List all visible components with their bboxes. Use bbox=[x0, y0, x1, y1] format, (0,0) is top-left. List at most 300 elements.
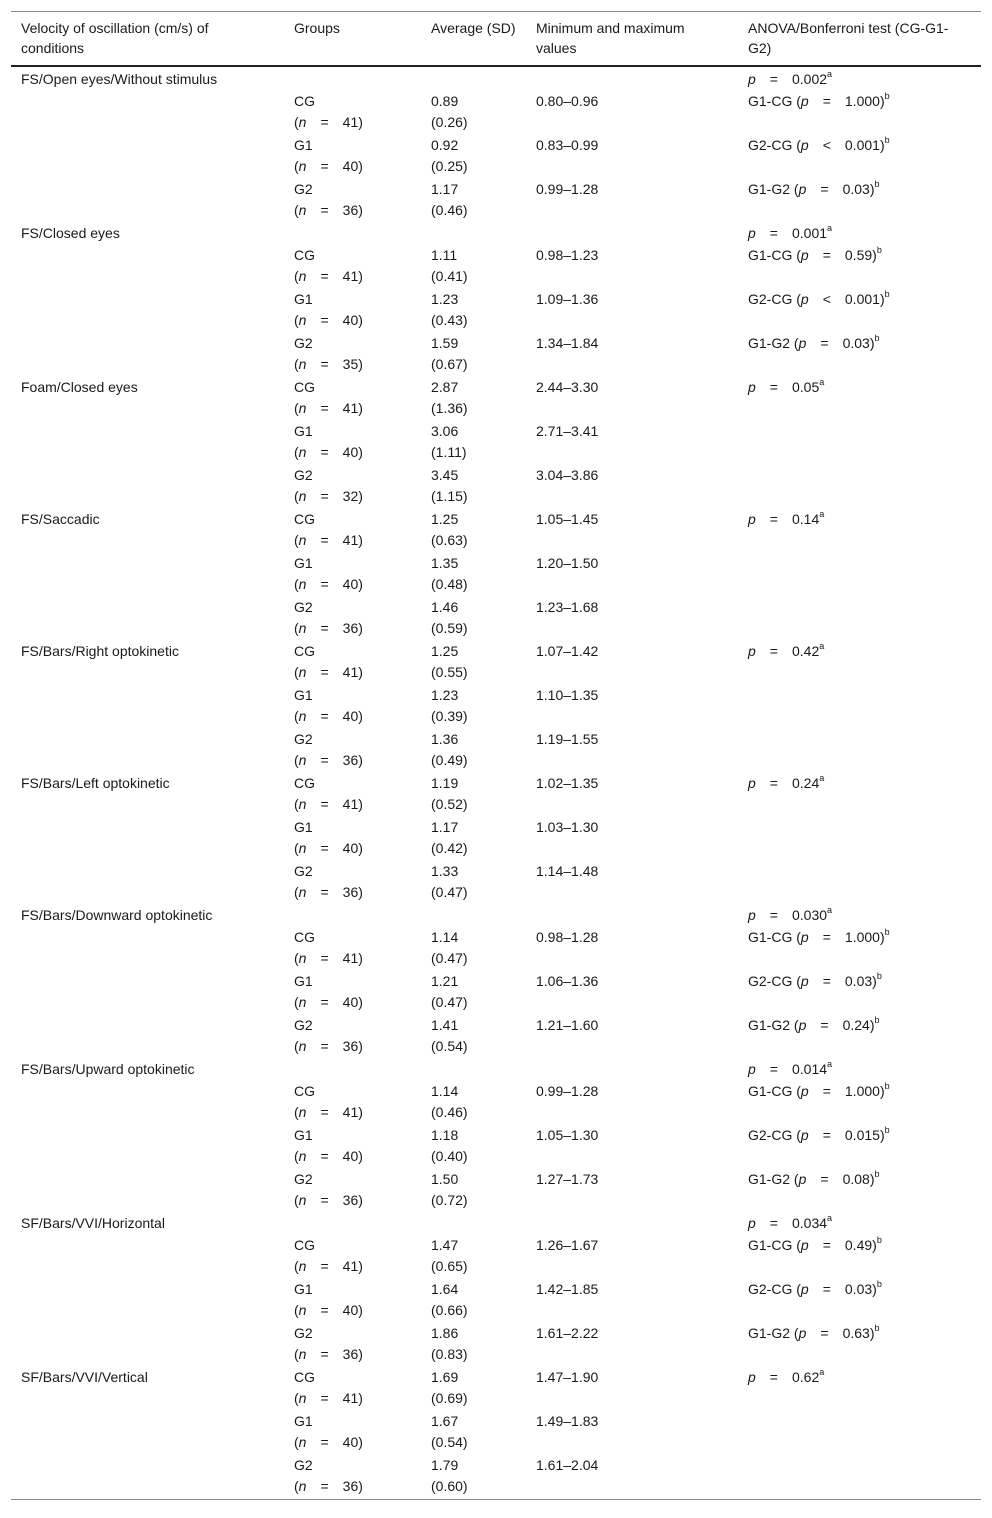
average-value: 1.35 bbox=[431, 555, 459, 571]
sd-value: (0.60) bbox=[431, 1478, 468, 1494]
table-row bbox=[11, 289, 981, 333]
average-value: 1.64 bbox=[431, 1281, 459, 1297]
group-n: (n = 40) bbox=[294, 1302, 363, 1318]
equals-sign: = bbox=[769, 907, 778, 923]
sd-value: (0.52) bbox=[431, 796, 468, 812]
range-cell: 1.23–1.68 bbox=[536, 599, 599, 615]
header-groups: Groups bbox=[294, 20, 340, 36]
anova-p-value: 0.002 bbox=[791, 71, 828, 87]
anova-cell bbox=[738, 1411, 981, 1455]
average-cell bbox=[421, 641, 526, 685]
bonferroni-operator: = bbox=[822, 93, 831, 109]
bonferroni-operator: = bbox=[820, 1171, 829, 1187]
group-name: CG bbox=[294, 247, 315, 263]
table-row bbox=[11, 773, 981, 817]
group-name: G1 bbox=[294, 973, 313, 989]
footnote-mark: b bbox=[876, 245, 882, 256]
bonferroni-operator: = bbox=[822, 1237, 831, 1253]
p-symbol: p bbox=[748, 511, 756, 527]
n-value: 36 bbox=[342, 1038, 359, 1054]
n-value: 40 bbox=[342, 994, 359, 1010]
group-n: (n = 40) bbox=[294, 840, 363, 856]
average-cell bbox=[421, 1367, 526, 1411]
bonferroni-pair: G2-CG bbox=[748, 1127, 793, 1143]
bonferroni-operator: < bbox=[822, 291, 831, 307]
group-n: (n = 41) bbox=[294, 664, 363, 680]
sd-value: (0.66) bbox=[431, 1302, 468, 1318]
group-cell bbox=[284, 421, 421, 465]
bonferroni-operator: = bbox=[820, 181, 829, 197]
bonferroni-p-value: 0.49 bbox=[844, 1237, 873, 1253]
bonferroni-cell: G1-CG (p = 0.59)$^b$ bbox=[738, 245, 981, 289]
group-n: (n = 40) bbox=[294, 158, 363, 174]
table-row bbox=[11, 1411, 981, 1455]
average-value: 1.33 bbox=[431, 863, 459, 879]
condition-row bbox=[11, 1059, 981, 1081]
group-name: G2 bbox=[294, 1457, 313, 1473]
bonferroni-cell: G1-G2 (p = 0.03)$^b$ bbox=[738, 179, 981, 223]
group-n: (n = 41) bbox=[294, 1104, 363, 1120]
anova-cell bbox=[738, 817, 981, 861]
group-n: (n = 35) bbox=[294, 356, 363, 372]
bonferroni-operator: = bbox=[820, 1325, 829, 1341]
range-cell: 0.99–1.28 bbox=[536, 1083, 599, 1099]
condition-label: FS/Bars/Upward optokinetic bbox=[21, 1061, 195, 1077]
group-cell bbox=[284, 1125, 421, 1169]
group-cell bbox=[284, 817, 421, 861]
group-cell bbox=[284, 135, 421, 179]
equals-sign: = bbox=[769, 643, 778, 659]
bonferroni-cell: G2-CG (p < 0.001)$^b$ bbox=[738, 135, 981, 179]
anova-p-value: 0.014 bbox=[791, 1061, 828, 1077]
group-name: G2 bbox=[294, 335, 313, 351]
anova-cell bbox=[738, 597, 981, 641]
range-cell: 1.49–1.83 bbox=[536, 1413, 599, 1429]
average-cell bbox=[421, 1125, 526, 1169]
sd-value: (0.63) bbox=[431, 532, 468, 548]
equals-sign: = bbox=[769, 379, 778, 395]
group-name: G1 bbox=[294, 1127, 313, 1143]
bonferroni-operator: < bbox=[822, 137, 831, 153]
anova-p-value: 0.24 bbox=[791, 775, 820, 791]
anova-p-value: 0.42 bbox=[791, 643, 820, 659]
header-anova: ANOVA/Bonferroni test (CG-G1-G2) bbox=[748, 20, 949, 56]
equals-sign: = bbox=[769, 71, 778, 87]
p-symbol: p bbox=[748, 643, 756, 659]
p-symbol: p bbox=[748, 1369, 756, 1385]
group-n: (n = 36) bbox=[294, 884, 363, 900]
bonferroni-operator: = bbox=[822, 247, 831, 263]
bonferroni-cell: G1-G2 (p = 0.08)$^b$ bbox=[738, 1169, 981, 1213]
range-cell: 0.98–1.28 bbox=[536, 929, 599, 945]
range-cell: 1.20–1.50 bbox=[536, 555, 599, 571]
n-value: 40 bbox=[342, 1302, 359, 1318]
group-n: (n = 40) bbox=[294, 444, 363, 460]
average-value: 1.86 bbox=[431, 1325, 459, 1341]
footnote-mark: b bbox=[876, 1235, 882, 1246]
average-cell bbox=[421, 289, 526, 333]
n-value: 35 bbox=[342, 356, 359, 372]
bonferroni-cell: G2-CG (p = 0.015)$^b$ bbox=[738, 1125, 981, 1169]
anova-cell bbox=[738, 729, 981, 773]
bonferroni-pair: G1-G2 bbox=[748, 1325, 791, 1341]
anova-cell bbox=[738, 905, 981, 927]
range-cell: 1.19–1.55 bbox=[536, 731, 599, 747]
n-value: 32 bbox=[342, 488, 359, 504]
bonferroni-p-value: 0.03 bbox=[844, 973, 873, 989]
range-cell: 1.61–2.04 bbox=[536, 1457, 599, 1473]
group-cell bbox=[284, 773, 421, 817]
average-value: 3.45 bbox=[431, 467, 459, 483]
average-value: 1.21 bbox=[431, 973, 459, 989]
bonferroni-cell: G1-CG (p = 1.000)$^b$ bbox=[738, 91, 981, 135]
sd-value: (0.54) bbox=[431, 1434, 468, 1450]
sd-value: (0.59) bbox=[431, 620, 468, 636]
n-value: 36 bbox=[342, 202, 359, 218]
n-value: 36 bbox=[342, 1192, 359, 1208]
average-cell bbox=[421, 1279, 526, 1323]
table-row bbox=[11, 377, 981, 421]
bonferroni-pair: G2-CG bbox=[748, 137, 793, 153]
group-cell bbox=[284, 179, 421, 223]
anova-cell bbox=[738, 553, 981, 597]
bonferroni-pair: G1-G2 bbox=[748, 181, 791, 197]
bonferroni-operator: = bbox=[822, 973, 831, 989]
footnote-mark: b bbox=[876, 1279, 882, 1290]
range-cell: 0.98–1.23 bbox=[536, 247, 599, 263]
group-n: (n = 40) bbox=[294, 1148, 363, 1164]
anova-p-value: 0.030 bbox=[791, 907, 828, 923]
group-n: (n = 41) bbox=[294, 114, 363, 130]
average-cell bbox=[421, 135, 526, 179]
range-cell: 1.34–1.84 bbox=[536, 335, 599, 351]
group-cell bbox=[284, 91, 421, 135]
average-value: 1.19 bbox=[431, 775, 459, 791]
bonferroni-pair: G2-CG bbox=[748, 973, 793, 989]
group-n: (n = 40) bbox=[294, 1434, 363, 1450]
n-value: 40 bbox=[342, 158, 359, 174]
condition-row bbox=[11, 905, 981, 927]
average-value: 1.36 bbox=[431, 731, 459, 747]
bonferroni-p-value: 0.03 bbox=[842, 181, 870, 197]
bonferroni-p-value: 0.63 bbox=[842, 1325, 870, 1341]
range-cell: 1.05–1.30 bbox=[536, 1127, 599, 1143]
sd-value: (1.11) bbox=[431, 444, 467, 460]
average-value: 1.46 bbox=[431, 599, 459, 615]
condition-label: FS/Closed eyes bbox=[21, 225, 120, 241]
group-cell bbox=[284, 1279, 421, 1323]
sd-value: (0.47) bbox=[431, 994, 468, 1010]
n-value: 41 bbox=[342, 664, 359, 680]
group-cell bbox=[284, 641, 421, 685]
group-name: CG bbox=[294, 1369, 315, 1385]
bonferroni-pair: G1-CG bbox=[748, 929, 793, 945]
n-value: 40 bbox=[342, 312, 359, 328]
n-value: 36 bbox=[342, 620, 359, 636]
group-cell bbox=[284, 333, 421, 377]
n-value: 36 bbox=[342, 1346, 359, 1362]
footnote-mark: b bbox=[874, 1323, 880, 1334]
bonferroni-cell: G2-CG (p = 0.03)$^b$ bbox=[738, 1279, 981, 1323]
group-cell bbox=[284, 1169, 421, 1213]
bonferroni-p-value: 0.03 bbox=[844, 1281, 873, 1297]
group-name: G1 bbox=[294, 555, 313, 571]
p-symbol: p bbox=[748, 1215, 756, 1231]
sd-value: (1.15) bbox=[431, 488, 468, 504]
group-name: G1 bbox=[294, 137, 313, 153]
p-symbol: p bbox=[748, 775, 756, 791]
group-name: CG bbox=[294, 643, 315, 659]
group-name: G2 bbox=[294, 467, 313, 483]
bonferroni-p-value: 1.000 bbox=[844, 93, 880, 109]
footnote-mark: b bbox=[884, 289, 890, 300]
p-symbol: p bbox=[748, 379, 756, 395]
table-row bbox=[11, 91, 981, 135]
n-value: 41 bbox=[342, 268, 359, 284]
average-cell bbox=[421, 465, 526, 509]
bonferroni-operator: = bbox=[822, 1083, 831, 1099]
n-value: 41 bbox=[342, 114, 359, 130]
average-value: 1.11 bbox=[431, 247, 458, 263]
group-cell bbox=[284, 729, 421, 773]
sd-value: (0.40) bbox=[431, 1148, 468, 1164]
bonferroni-pair: G1-CG bbox=[748, 1237, 793, 1253]
anova-cell bbox=[738, 465, 981, 509]
anova-p-value: 0.14 bbox=[791, 511, 820, 527]
group-cell bbox=[284, 1081, 421, 1125]
footnote-mark: b bbox=[874, 333, 880, 344]
average-cell bbox=[421, 597, 526, 641]
footnote-mark: a bbox=[827, 1213, 833, 1224]
n-value: 41 bbox=[342, 950, 359, 966]
p-symbol: p bbox=[748, 1061, 756, 1077]
table-row bbox=[11, 1455, 981, 1500]
average-cell bbox=[421, 553, 526, 597]
n-value: 40 bbox=[342, 444, 359, 460]
range-cell: 1.42–1.85 bbox=[536, 1281, 599, 1297]
average-value: 1.23 bbox=[431, 291, 459, 307]
range-cell: 2.44–3.30 bbox=[536, 379, 599, 395]
sd-value: (0.42) bbox=[431, 840, 468, 856]
group-name: CG bbox=[294, 775, 315, 791]
n-value: 36 bbox=[342, 884, 359, 900]
group-name: CG bbox=[294, 511, 315, 527]
footnote-mark: a bbox=[819, 377, 825, 388]
bonferroni-p-value: 0.001 bbox=[844, 137, 880, 153]
group-name: G1 bbox=[294, 819, 313, 835]
anova-p-value: 0.034 bbox=[791, 1215, 828, 1231]
bonferroni-pair: G1-CG bbox=[748, 93, 793, 109]
table-row bbox=[11, 1169, 981, 1213]
average-value: 1.79 bbox=[431, 1457, 459, 1473]
bonferroni-pair: G1-G2 bbox=[748, 335, 791, 351]
equals-sign: = bbox=[769, 1061, 778, 1077]
group-n: (n = 36) bbox=[294, 752, 363, 768]
average-value: 1.47 bbox=[431, 1237, 459, 1253]
equals-sign: = bbox=[769, 511, 778, 527]
group-cell bbox=[284, 861, 421, 905]
bonferroni-cell: G1-G2 (p = 0.03)$^b$ bbox=[738, 333, 981, 377]
average-value: 1.17 bbox=[431, 181, 459, 197]
range-cell: 2.71–3.41 bbox=[536, 423, 599, 439]
group-n: (n = 41) bbox=[294, 950, 363, 966]
bonferroni-pair: G2-CG bbox=[748, 1281, 793, 1297]
bonferroni-operator: = bbox=[822, 929, 831, 945]
group-cell bbox=[284, 509, 421, 553]
footnote-mark: b bbox=[884, 1125, 890, 1136]
average-cell bbox=[421, 1081, 526, 1125]
group-name: CG bbox=[294, 379, 315, 395]
bonferroni-p-value: 0.015 bbox=[844, 1127, 880, 1143]
bonferroni-pair: G1-G2 bbox=[748, 1017, 791, 1033]
anova-cell bbox=[738, 223, 981, 245]
group-name: G1 bbox=[294, 1281, 313, 1297]
bonferroni-pair: G2-CG bbox=[748, 291, 793, 307]
average-cell bbox=[421, 817, 526, 861]
sd-value: (0.41) bbox=[431, 268, 468, 284]
average-cell bbox=[421, 509, 526, 553]
average-value: 1.41 bbox=[431, 1017, 459, 1033]
header-average: Average (SD) bbox=[431, 20, 516, 36]
average-value: 1.17 bbox=[431, 819, 459, 835]
bonferroni-pair: G1-CG bbox=[748, 247, 793, 263]
group-cell bbox=[284, 1235, 421, 1279]
footnote-mark: b bbox=[884, 927, 890, 938]
average-cell bbox=[421, 971, 526, 1015]
anova-cell bbox=[738, 66, 981, 91]
sd-value: (0.39) bbox=[431, 708, 468, 724]
group-name: G2 bbox=[294, 599, 313, 615]
average-value: 2.87 bbox=[431, 379, 459, 395]
group-cell bbox=[284, 597, 421, 641]
average-cell bbox=[421, 1235, 526, 1279]
footnote-mark: a bbox=[819, 641, 825, 652]
table-row bbox=[11, 1081, 981, 1125]
bonferroni-operator: = bbox=[822, 1127, 831, 1143]
average-cell bbox=[421, 245, 526, 289]
sd-value: (0.47) bbox=[431, 950, 468, 966]
footnote-mark: a bbox=[827, 1059, 833, 1070]
table-row bbox=[11, 135, 981, 179]
sd-value: (0.46) bbox=[431, 202, 468, 218]
n-value: 40 bbox=[342, 840, 359, 856]
table-row bbox=[11, 1279, 981, 1323]
footnote-mark: b bbox=[884, 1081, 890, 1092]
sd-value: (0.55) bbox=[431, 664, 468, 680]
sd-value: (0.54) bbox=[431, 1038, 468, 1054]
bonferroni-p-value: 0.08 bbox=[842, 1171, 870, 1187]
average-cell bbox=[421, 1015, 526, 1059]
bonferroni-cell: G1-CG (p = 1.000)$^b$ bbox=[738, 1081, 981, 1125]
table-row bbox=[11, 245, 981, 289]
group-name: G2 bbox=[294, 863, 313, 879]
anova-cell bbox=[738, 421, 981, 465]
anova-cell bbox=[738, 1455, 981, 1500]
condition-label: SF/Bars/VVI/Horizontal bbox=[21, 1215, 165, 1231]
sd-value: (0.47) bbox=[431, 884, 468, 900]
group-cell bbox=[284, 1367, 421, 1411]
group-cell bbox=[284, 971, 421, 1015]
average-cell bbox=[421, 91, 526, 135]
footnote-mark: b bbox=[884, 91, 890, 102]
footnote-mark: a bbox=[827, 69, 833, 80]
average-cell bbox=[421, 927, 526, 971]
range-cell: 0.83–0.99 bbox=[536, 137, 599, 153]
table-row bbox=[11, 509, 981, 553]
equals-sign: = bbox=[769, 1215, 778, 1231]
sd-value: (0.48) bbox=[431, 576, 468, 592]
average-value: 1.18 bbox=[431, 1127, 459, 1143]
group-name: G1 bbox=[294, 291, 313, 307]
average-cell bbox=[421, 1323, 526, 1367]
footnote-mark: b bbox=[884, 135, 890, 146]
group-n: (n = 41) bbox=[294, 1390, 363, 1406]
group-n: (n = 36) bbox=[294, 1346, 363, 1362]
anova-p-value: 0.62 bbox=[791, 1369, 820, 1385]
range-cell: 1.05–1.45 bbox=[536, 511, 599, 527]
range-cell: 1.14–1.48 bbox=[536, 863, 599, 879]
group-name: G2 bbox=[294, 181, 313, 197]
anova-cell bbox=[738, 1213, 981, 1235]
range-cell: 1.06–1.36 bbox=[536, 973, 599, 989]
n-value: 40 bbox=[342, 708, 359, 724]
bonferroni-cell: G2-CG (p < 0.001)$^b$ bbox=[738, 289, 981, 333]
footnote-mark: a bbox=[819, 1367, 825, 1378]
group-cell bbox=[284, 245, 421, 289]
average-value: 1.14 bbox=[431, 1083, 459, 1099]
footnote-mark: b bbox=[874, 1169, 880, 1180]
range-cell: 1.61–2.22 bbox=[536, 1325, 599, 1341]
table-body bbox=[11, 66, 981, 1500]
group-n: (n = 41) bbox=[294, 532, 363, 548]
condition-label: FS/Saccadic bbox=[21, 511, 100, 527]
group-name: CG bbox=[294, 1083, 315, 1099]
condition-label: FS/Bars/Left optokinetic bbox=[21, 775, 170, 791]
range-cell: 0.80–0.96 bbox=[536, 93, 599, 109]
table-row bbox=[11, 1125, 981, 1169]
bonferroni-operator: = bbox=[822, 1281, 831, 1297]
average-value: 1.59 bbox=[431, 335, 459, 351]
group-name: CG bbox=[294, 929, 315, 945]
range-cell: 1.21–1.60 bbox=[536, 1017, 599, 1033]
condition-label: FS/Bars/Right optokinetic bbox=[21, 643, 179, 659]
n-value: 41 bbox=[342, 532, 359, 548]
bonferroni-p-value: 0.001 bbox=[844, 291, 880, 307]
group-cell bbox=[284, 465, 421, 509]
results-table bbox=[11, 11, 981, 1500]
average-value: 1.25 bbox=[431, 643, 459, 659]
sd-value: (0.69) bbox=[431, 1390, 468, 1406]
p-symbol: p bbox=[748, 71, 756, 87]
average-value: 1.67 bbox=[431, 1413, 459, 1429]
bonferroni-p-value: 1.000 bbox=[844, 1083, 880, 1099]
group-cell bbox=[284, 1411, 421, 1455]
sd-value: (0.67) bbox=[431, 356, 468, 372]
n-value: 41 bbox=[342, 1258, 359, 1274]
sd-value: (0.65) bbox=[431, 1258, 468, 1274]
group-n: (n = 41) bbox=[294, 796, 363, 812]
range-cell: 1.10–1.35 bbox=[536, 687, 599, 703]
group-n: (n = 36) bbox=[294, 202, 363, 218]
sd-value: (0.25) bbox=[431, 158, 468, 174]
equals-sign: = bbox=[769, 775, 778, 791]
group-n: (n = 40) bbox=[294, 994, 363, 1010]
average-cell bbox=[421, 861, 526, 905]
sd-value: (0.43) bbox=[431, 312, 468, 328]
group-name: CG bbox=[294, 93, 315, 109]
table-row bbox=[11, 1235, 981, 1279]
table-row bbox=[11, 927, 981, 971]
